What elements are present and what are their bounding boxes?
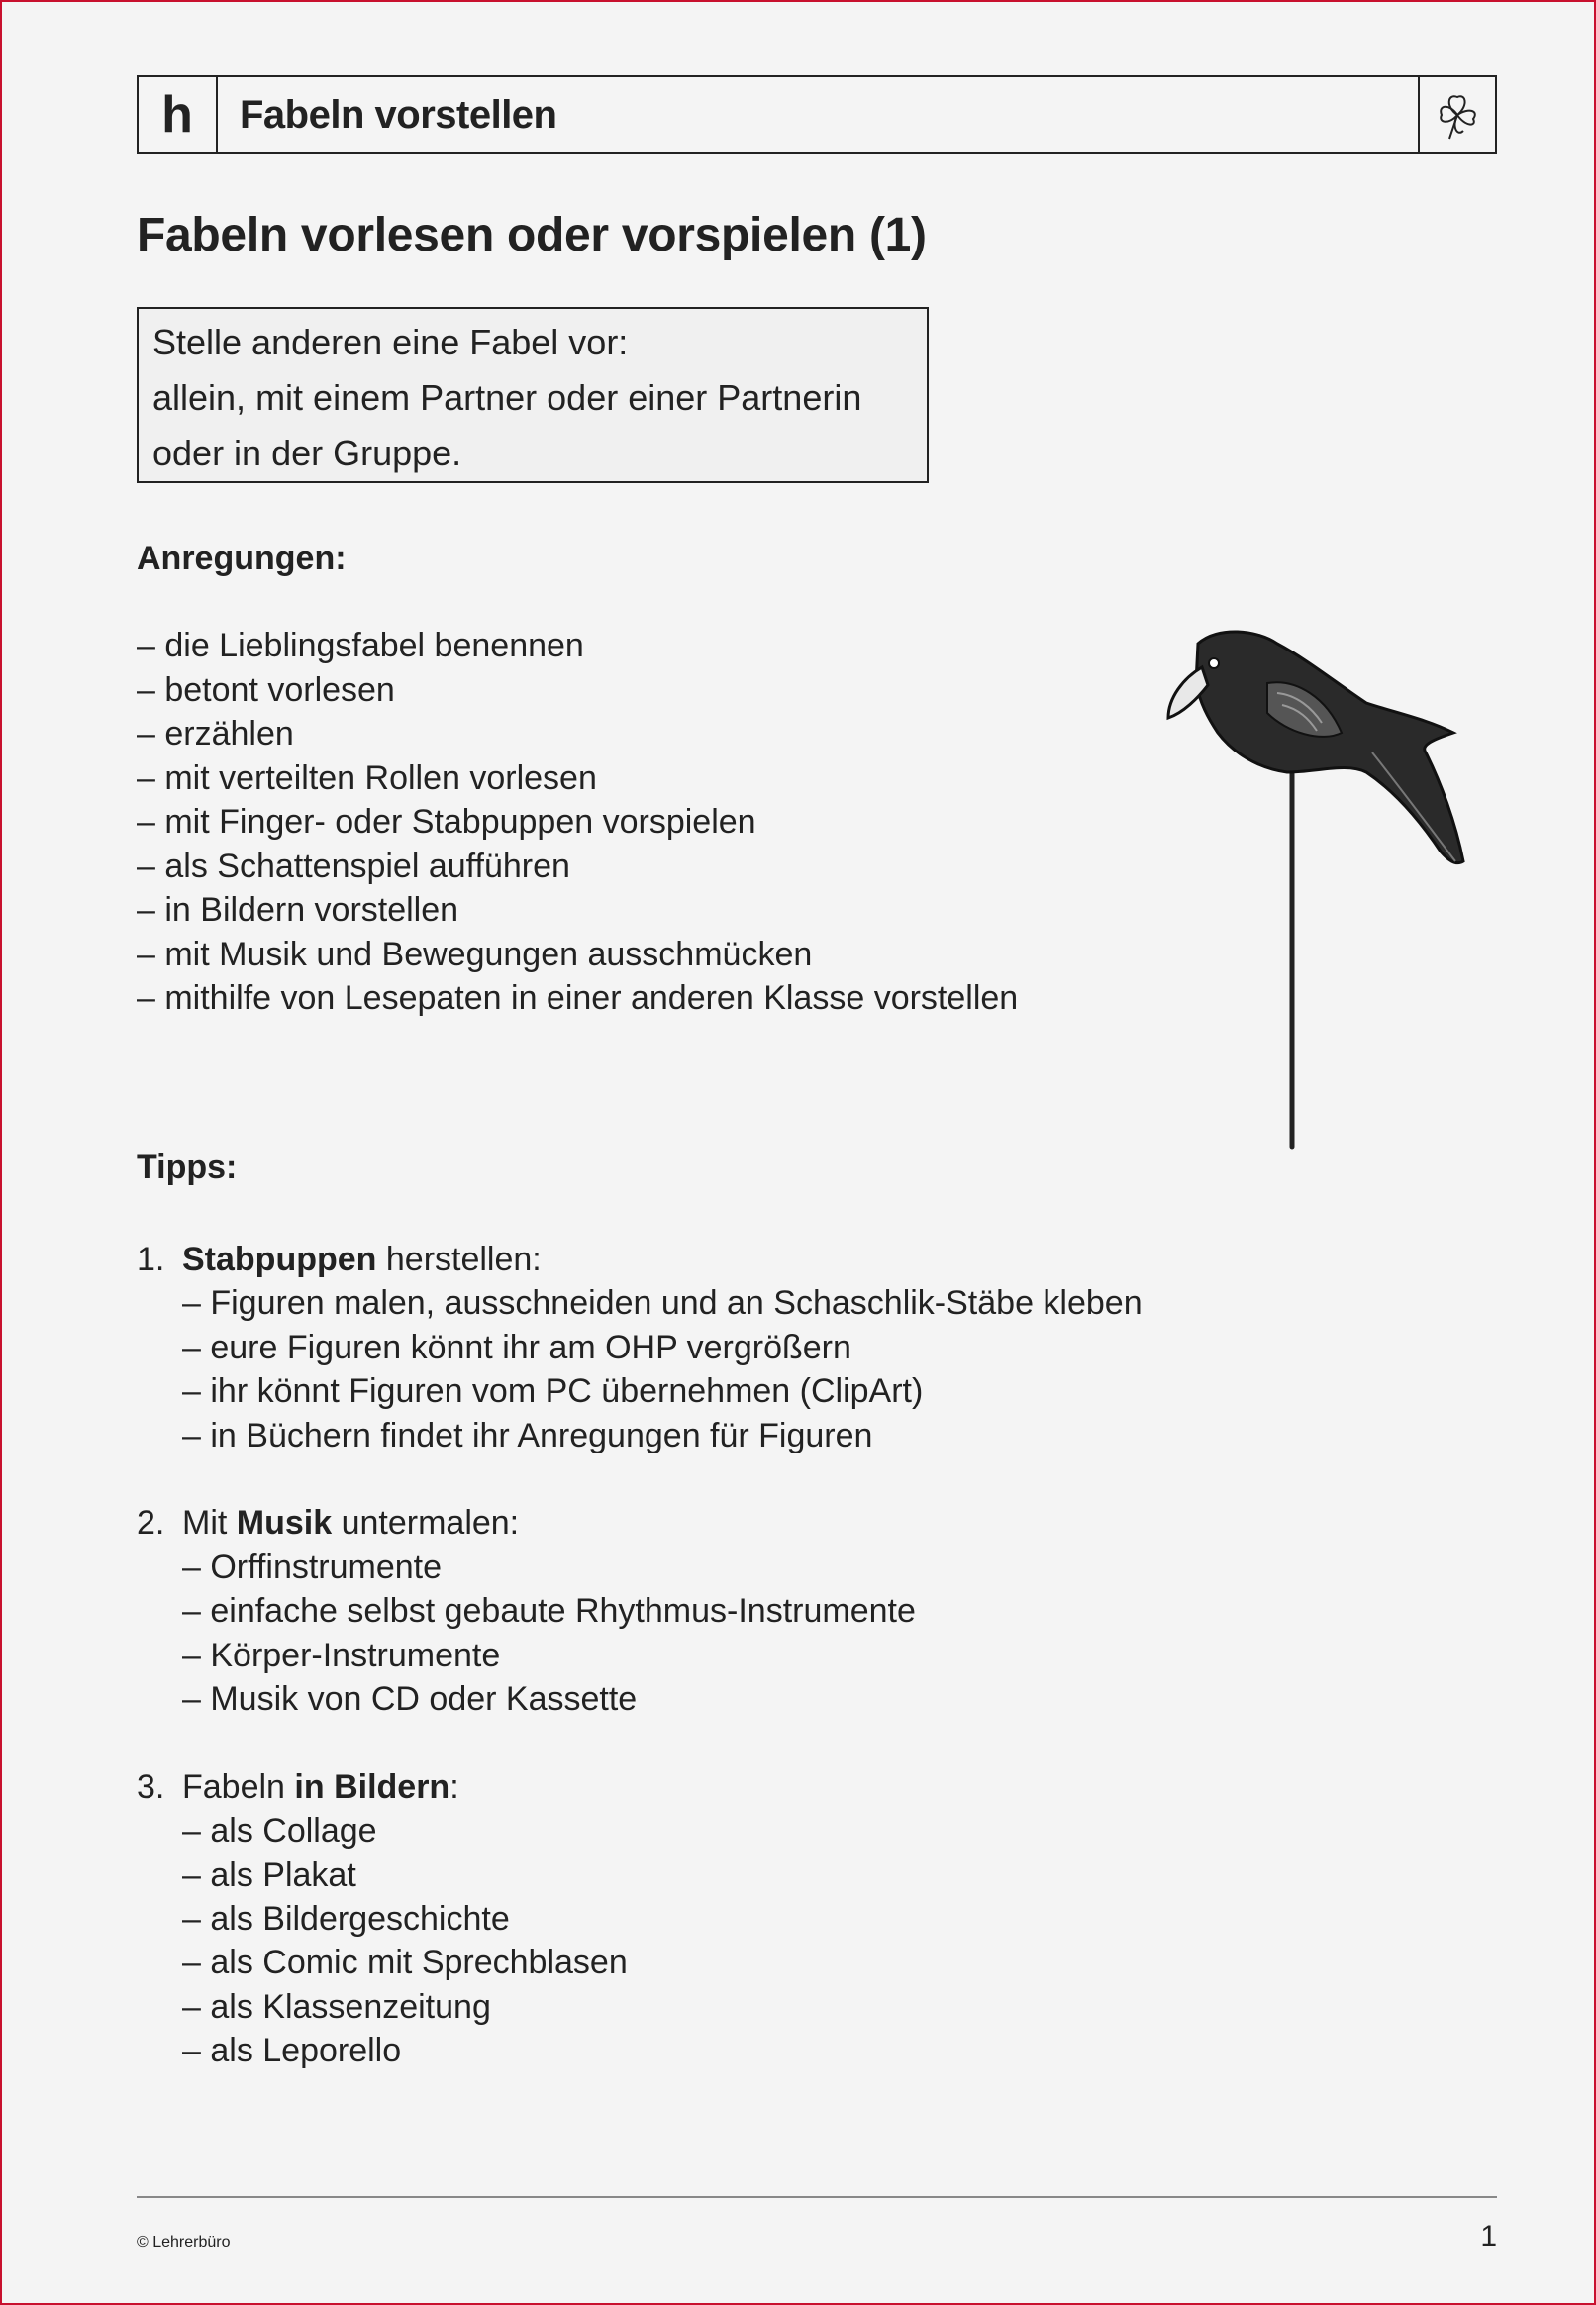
tip-title: [137, 1238, 1143, 1281]
tip-title-post: herstellen:: [376, 1241, 542, 1278]
list-item: – in Büchern findet ihr Anregungen für Figuren: [182, 1416, 873, 1454]
tip-title-pre: Fabeln: [182, 1767, 295, 1806]
tip-number: 1.: [137, 1241, 165, 1278]
clover-icon: [1418, 77, 1495, 152]
header-title: Fabeln vorstellen: [240, 92, 557, 137]
header-bar: [137, 75, 1497, 154]
copyright-notice: © Lehrerbüro: [137, 2234, 231, 2251]
tip-subitems: [137, 1809, 1143, 2072]
list-item: – Figuren malen, ausschneiden und an Schaschlik-Stäbe kleben: [182, 1284, 1143, 1323]
list-item: – als Bildergeschichte: [182, 1900, 510, 1939]
task-box: [137, 307, 929, 483]
list-item: – als Klassenzeitung: [182, 1987, 491, 2026]
header-letter: h: [139, 77, 218, 152]
tip-item: [137, 1501, 1143, 1721]
tip-title-post: untermalen:: [332, 1504, 520, 1543]
list-item: – mit Finger- oder Stabpuppen vorspielen: [137, 803, 756, 841]
list-item: – einfache selbst gebaute Rhythmus-Instrumente: [182, 1592, 916, 1631]
tip-subitems: [137, 1546, 1143, 1722]
list-item: – mit Musik und Bewegungen ausschmücken: [137, 935, 813, 973]
list-item: – erzählen: [137, 715, 294, 752]
tip-number: 3.: [137, 1767, 165, 1806]
task-box-line: oder in der Gruppe.: [152, 433, 462, 473]
list-item: – Musik von CD oder Kassette: [182, 1680, 638, 1719]
tips-heading: Tipps:: [137, 1149, 238, 1186]
list-item: – eure Figuren könnt ihr am OHP vergrößern: [182, 1328, 851, 1366]
task-box-line: Stelle anderen eine Fabel vor:: [152, 322, 629, 362]
suggestions-heading: Anregungen:: [137, 540, 347, 577]
page-title: Fabeln vorlesen oder vorspielen (1): [137, 209, 927, 261]
tip-subitems: [137, 1281, 1143, 1457]
list-item: – als Plakat: [182, 1855, 356, 1894]
list-item: – als Comic mit Sprechblasen: [182, 1944, 628, 1982]
tip-title-post: :: [449, 1767, 459, 1806]
tip-item: [137, 1765, 1143, 2073]
clover-icon-graphic: [1428, 85, 1487, 145]
raven-stick-puppet-illustration: [1139, 624, 1480, 1153]
page-number: 1: [1480, 2220, 1497, 2253]
tip-number: 2.: [137, 1504, 165, 1543]
tip-title: [137, 1501, 1143, 1545]
tip-title-bold: Stabpuppen: [182, 1241, 377, 1278]
tip-title-bold: in Bildern: [294, 1767, 450, 1806]
list-item: – als Schattenspiel aufführen: [137, 847, 570, 885]
list-item: – betont vorlesen: [137, 670, 395, 709]
task-box-line: allein, mit einem Partner oder einer Partnerin: [152, 377, 862, 418]
list-item: – Orffinstrumente: [182, 1548, 443, 1586]
tips-list: [137, 1238, 1143, 2117]
list-item: – mit verteilten Rollen vorlesen: [137, 758, 597, 797]
list-item: – mithilfe von Lesepaten in einer anderen Klasse vorstellen: [137, 979, 1019, 1017]
list-item: – als Collage: [182, 1812, 377, 1851]
tip-item: [137, 1238, 1143, 1457]
tip-title-bold: Musik: [236, 1504, 333, 1543]
list-item: – in Bildern vorstellen: [137, 891, 459, 929]
suggestions-list: [137, 624, 1018, 1021]
list-item: – die Lieblingsfabel benennen: [137, 627, 584, 664]
list-item: – Körper-Instrumente: [182, 1636, 501, 1674]
tip-title: [137, 1765, 1143, 1809]
footer-rule: [137, 2196, 1497, 2198]
tip-title-pre: Mit: [182, 1504, 237, 1543]
list-item: – als Leporello: [182, 2032, 402, 2070]
list-item: – ihr könnt Figuren vom PC übernehmen (ClipArt): [182, 1372, 924, 1411]
